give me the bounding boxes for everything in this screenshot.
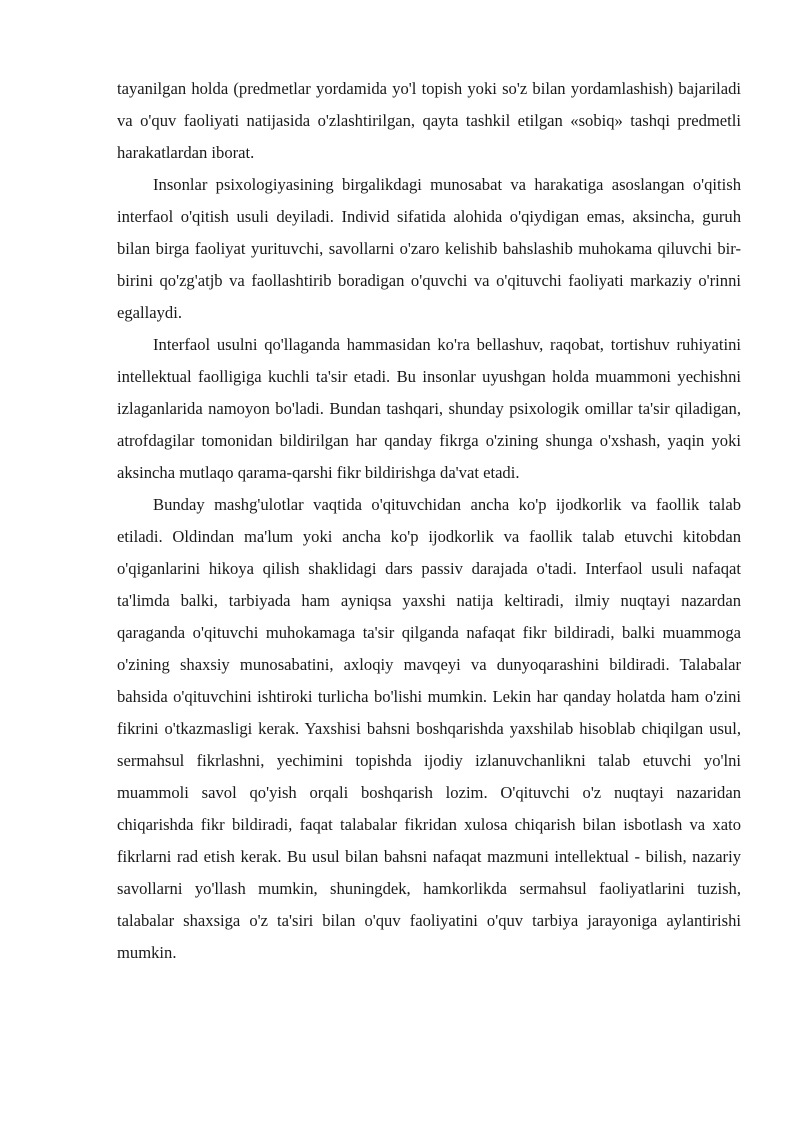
paragraph-competition: Interfaol usulni qo'llaganda hammasidan ko'ra bellashuv, raqobat, tortishuv ruhiyatini intellektual faolligiga kuchli ta'sir etadi. Bu insonlar uyushgan holda muammoni yechishni izlaganlarida namoyon bo'ladi. Bundan tashqari, shunday psixologik omillar ta'sir qiladigan, atrofdagilar tomonidan bildirilgan har qanday fikrga o'zining shunga o'xshash, yaqin yoki aksincha mutlaqo qarama-qarshi fikr bildirishga da'vat etadi. [117,335,741,482]
document-body [117,73,741,969]
paragraph-teacher-role: Bunday mashg'ulotlar vaqtida o'qituvchidan ancha ko'p ijodkorlik va faollik talab etiladi. Oldindan ma'lum yoki ancha ko'p ijodkorlik va faollik talab etuvchi kitobdan o'qiganlarini hikoya qilish shaklidagi dars passiv darajada o'tadi. Interfaol usuli nafaqat ta'limda balki, tarbiyada ham ayniqsa yaxshi natija keltiradi, ilmiy nuqtayi nazardan qaraganda o'qituvchi muhokamaga ta'sir qilganda nafaqat fikr bildiradi, balki muammoga o'zining shaxsiy munosabatini, axloqiy mavqeyi va dunyoqarashini bildiradi. Talabalar bahsida o'qituvchini ishtiroki turlicha bo'lishi mumkin. Lekin har qanday holatda ham o'zini fikrini o'tkazmasligi kerak. Yaxshisi bahsni boshqarishda yaxshilab hisoblab chiqilgan usul, sermahsul fikrlashni, yechimini topishda ijodiy izlanuvchanlikni talab etuvchi yo'lni muammoli savol qo'yish orqali boshqarish lozim. O'qituvchi o'z nuqtayi nazaridan chiqarishda fikr bildiradi, faqat talabalar fikridan xulosa chiqarish bilan isbotlash va xato fikrlarni rad etish kerak. Bu usul bilan bahsni nafaqat mazmuni intellektual - bilish, nazariy savollarni yo'llash mumkin, shuningdek, hamkorlikda sermahsul faoliyatlarini tuzish, talabalar shaxsiga o'z ta'siri bilan o'quv faoliyatini o'quv tarbiya jarayoniga aylantirishi mumkin. [117,495,741,962]
paragraph-interactive-method: Insonlar psixologiyasining birgalikdagi munosabat va harakatiga asoslangan o'qitish interfaol o'qitish usuli deyiladi. Individ sifatida alohida o'qiydigan emas, aksincha, guruh bilan birga faoliyat yurituvchi, savollarni o'zaro kelishib bahslashib muhokama qiluvchi bir-birini qo'zg'atjb va faollashtirib boradigan o'quvchi va o'qituvchi faoliyati markaziy o'rinni egallaydi. [117,175,741,322]
paragraph-continuation: tayanilgan holda (predmetlar yordamida yo'l topish yoki so'z bilan yordamlashish) bajariladi va o'quv faoliyati natijasida o'zlashtirilgan, qayta tashkil etilgan «sobiq» tashqi predmetli harakatlardan iborat. [117,79,741,162]
